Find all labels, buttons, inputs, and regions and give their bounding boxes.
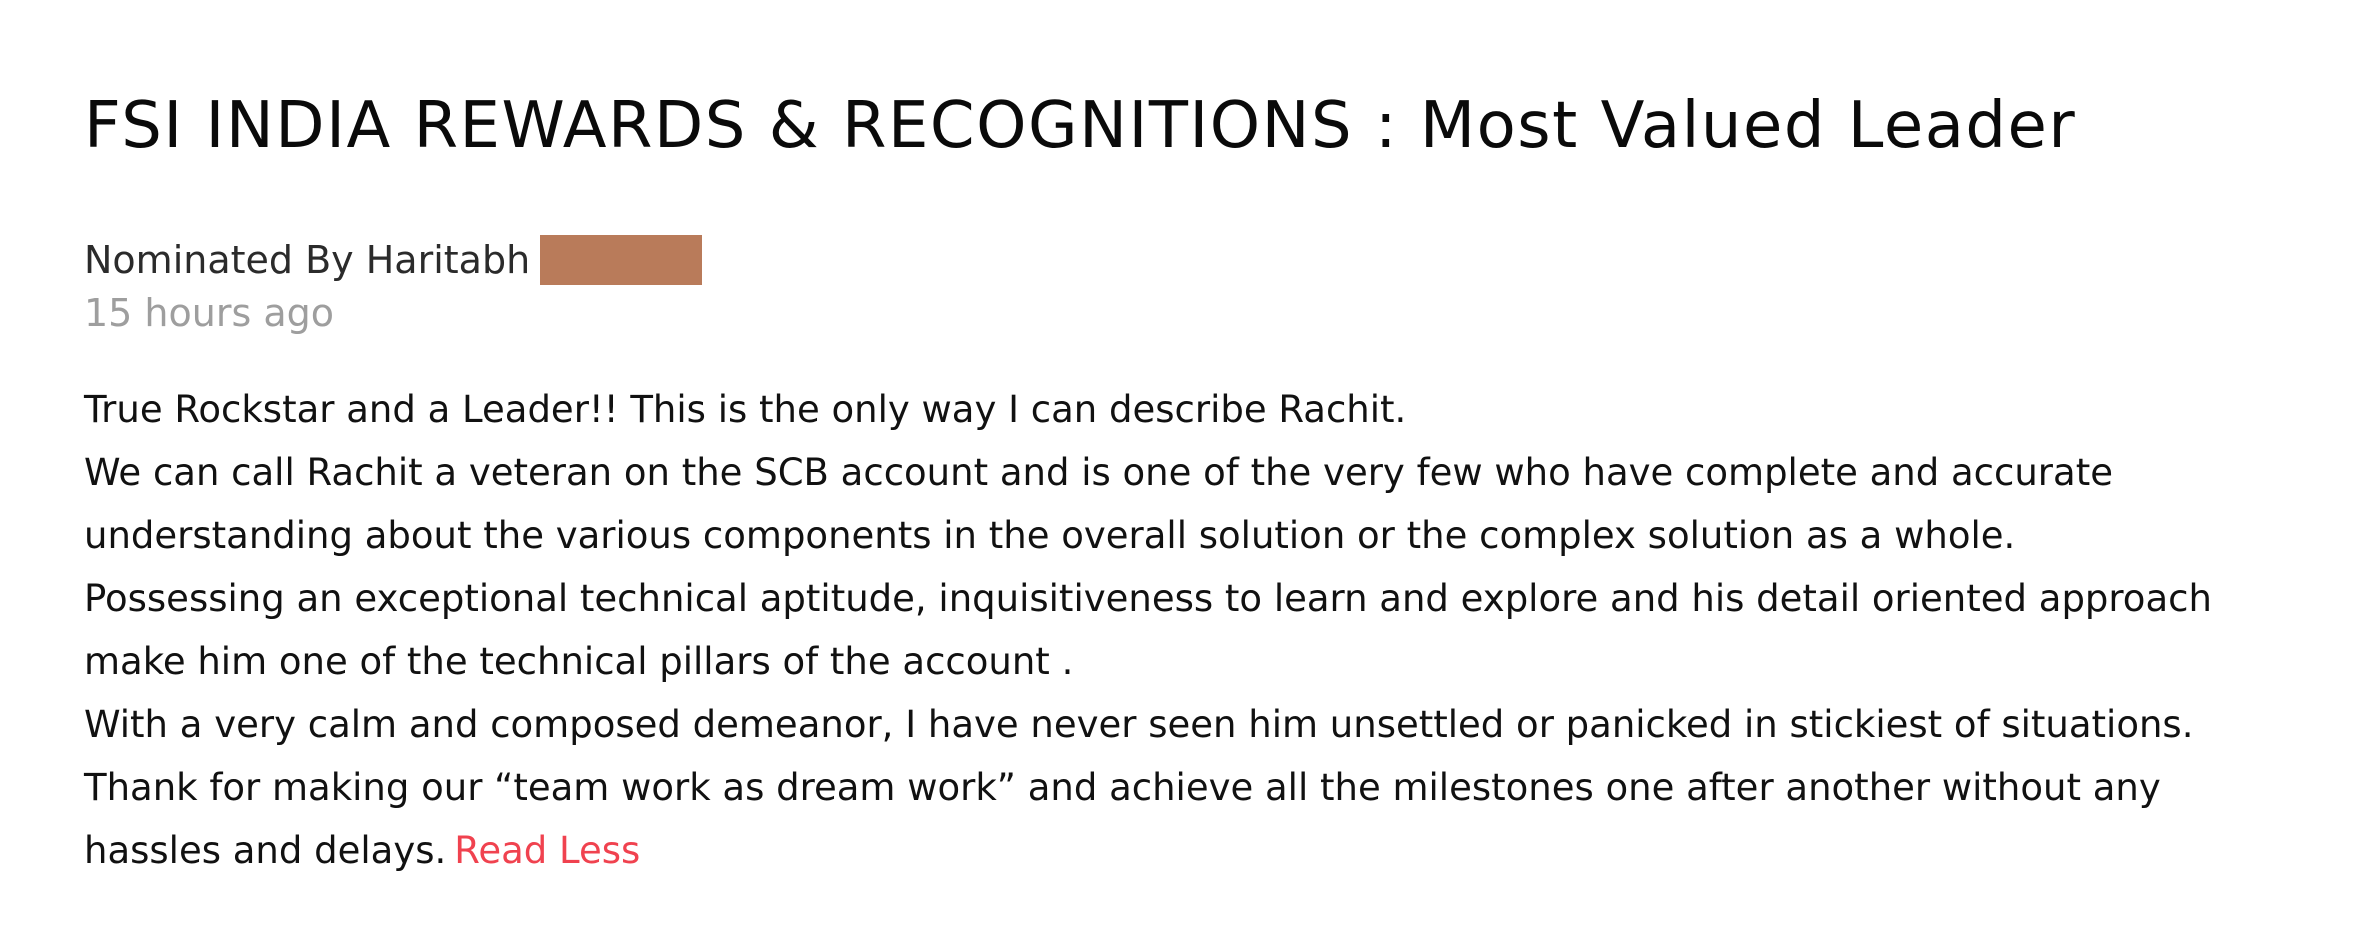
award-title: FSI INDIA REWARDS & RECOGNITIONS : Most Valued Leader (84, 89, 2077, 163)
message-line: Thank for making our “team work as dream work” and achieve all the milestones one after another without any (84, 766, 2161, 809)
message-line: Possessing an exceptional technical aptitude, inquisitiveness to learn and explore and his detail oriented approach (84, 577, 2212, 620)
message-line: We can call Rachit a veteran on the SCB account and is one of the very few who have complete and accurate (84, 451, 2113, 494)
read-less-link[interactable]: Read Less (454, 829, 641, 872)
recognition-card (84, 78, 2324, 882)
nominator-row (84, 234, 2324, 286)
redacted-surname-block (540, 235, 702, 285)
timestamp: 15 hours ago (84, 291, 335, 335)
message-line-text: hassles and delays. (84, 829, 447, 872)
message-line: make him one of the technical pillars of the account . (84, 640, 1074, 683)
nomination-message (84, 378, 2324, 882)
message-line: understanding about the various components in the overall solution or the complex solution as a whole. (84, 514, 2016, 557)
message-last-line (84, 819, 2324, 882)
nominated-by-label: Nominated By Haritabh (84, 238, 531, 282)
message-line: True Rockstar and a Leader!! This is the only way I can describe Rachit. (84, 388, 1407, 431)
message-line: With a very calm and composed demeanor, I have never seen him unsettled or panicked in stickiest of situations. (84, 703, 2194, 746)
